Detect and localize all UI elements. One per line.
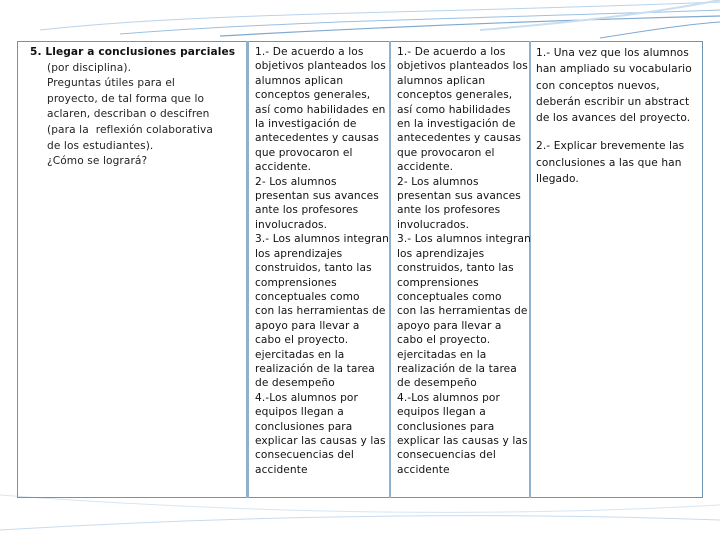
paragraph-2: 2.- Explicar brevemente las conclusiones a las que han llegado. (536, 140, 685, 186)
column-conclusiones (17, 41, 248, 498)
column-body: 1.- De acuerdo a los objetivos planteados los alumnos aplican conceptos generales, así como habilidades en la investigación de antecedentes y causas que provocaron el accidente. 2- Los alumnos presentan sus avances ante los profesores involucrados. 3.- Los alumnos integran los aprendizajes construidos, tanto las comprensiones conceptuales como con las herramientas de apoyo para llevar a cabo el proyecto. ejercitadas en la realización de la tarea de desempeño 4.-Los alumnos por equipos llegan a conclusiones para explicar las causas y las consecuencias del accidente (397, 46, 531, 476)
column-body: 1.- De acuerdo a los objetivos planteados los alumnos aplican conceptos generales, así como habilidades en la investigación de antecedentes y causas que provocaron el accidente. 2- Los alumnos presentan sus avances ante los profesores involucrados. 3.- Los alumnos integran los aprendizajes construidos, tanto las comprensiones conceptuales como con las herramientas de apoyo para llevar a cabo el proyecto. ejercitadas en la realización de la tarea de desempeño 4.-Los alumnos por equipos llegan a conclusiones para explicar las causas y las consecuencias del accidente (255, 46, 389, 476)
column-actividades-2 (391, 41, 531, 498)
column-title: 5. Llegar a conclusiones parciales (30, 46, 236, 58)
column-body: (por disciplina). Preguntas útiles para el proyecto, de tal forma que lo aclaren, describan o descifren (para la reflexión colaborativa de los estudiantes). ¿Cómo se logrará? (47, 61, 214, 168)
column-evaluacion (531, 41, 703, 498)
paragraph-1: 1.- Una vez que los alumnos han ampliado su vocabulario con conceptos nuevos, deberán escribir un abstract de los avances del proyecto. (536, 47, 692, 125)
column-actividades-1 (248, 41, 391, 498)
